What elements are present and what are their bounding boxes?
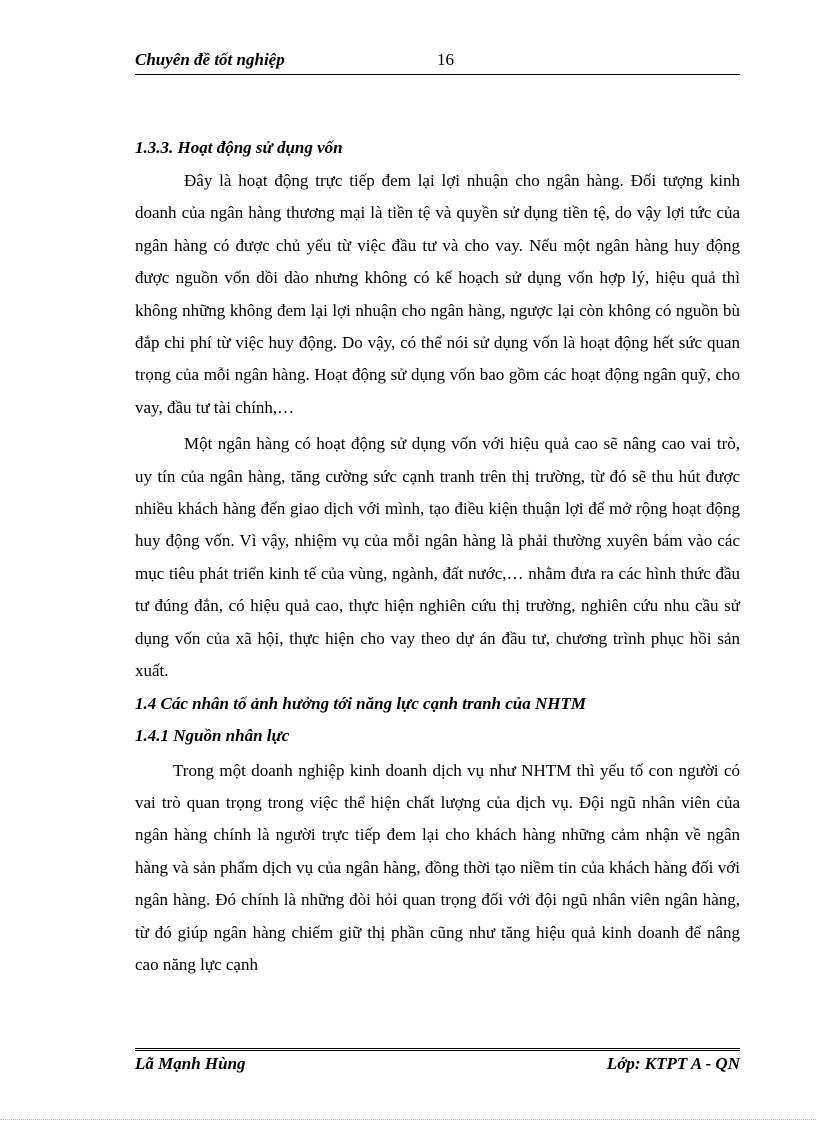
section-heading-1-4: 1.4 Các nhân tố ảnh hưởng tới năng lực cạnh tranh của NHTM (135, 693, 586, 713)
footer-class: Lớp: KTPT A - QN (606, 1054, 740, 1073)
body-paragraph: Trong một doanh nghiệp kinh doanh dịch vụ như NHTM thì yếu tố con người có vai trò quan trọng trong việc thể hiện chất lượng của dịch vụ. Đội ngũ nhân viên của ngân hàng chính là người trực tiếp đem lại cho khách hàng những cảm nhận về ngân hàng và sản phẩm dịch vụ của ngân hàng, đồng thời tạo niềm tin của khách hàng đối với ngân hàng. Đó chính là những đòi hỏi quan trọng đối với đội ngũ nhân viên ngân hàng, từ đó giúp ngân hàng chiếm giữ thị phần cũng như tăng hiệu quả kinh doanh để nâng cao năng lực cạnh (135, 760, 740, 974)
section-heading-1-3-3: 1.3.3. Hoạt động sử dụng vốn (135, 138, 343, 157)
footer-divider (135, 1048, 740, 1051)
page-header (135, 48, 740, 75)
section-heading-1-4-1: 1.4.1 Nguồn nhân lực (135, 725, 290, 745)
body-paragraph: Đây là hoạt động trực tiếp đem lại lợi nhuận cho ngân hàng. Đối tượng kinh doanh của ngân hàng thương mại là tiền tệ và quyền sử dụng tiền tệ, do vậy lợi tức của ngân hàng có được chủ yếu từ việc đầu tư và cho vay. Nếu một ngân hàng huy động được nguồn vốn dồi dào nhưng không có kế hoạch sử dụng vốn hợp lý, hiệu quả thì không những không đem lại lợi nhuận cho ngân hàng, ngược lại còn không có nguồn bù đắp chi phí từ việc huy động. Do vậy, có thể nói sử dụng vốn là hoạt động hết sức quan trọng của mỗi ngân hàng. Hoạt động sử dụng vốn bao gồm các hoạt động ngân quỹ, cho vay, đầu tư tài chính,… (135, 171, 740, 417)
page-edge-divider (0, 1119, 816, 1120)
document-title: Chuyên đề tốt nghiệp (135, 50, 285, 69)
footer-author: Lã Mạnh Hùng (135, 1054, 246, 1073)
page-number: 16 (437, 50, 454, 69)
body-paragraph: Một ngân hàng có hoạt động sử dụng vốn với hiệu quả cao sẽ nâng cao vai trò, uy tín của ngân hàng, tăng cường sức cạnh tranh trên thị trường, từ đó sẽ thu hút được nhiều khách hàng đến giao dịch với mình, tạo điều kiện thuận lợi để mở rộng hoạt động huy động vốn. Vì vậy, nhiệm vụ của mỗi ngân hàng là phải thường xuyên bám vào các mục tiêu phát triển kinh tế của vùng, ngành, đất nước,… nhằm đưa ra các hình thức đầu tư đúng đắn, có hiệu quả cao, thực hiện nghiên cứu thị trường, nghiên cứu nhu cầu sử dụng vốn của xã hội, thực hiện cho vay theo dự án đầu tư, chương trình phục hồi sản xuất. (135, 434, 740, 681)
page-body (135, 132, 740, 981)
